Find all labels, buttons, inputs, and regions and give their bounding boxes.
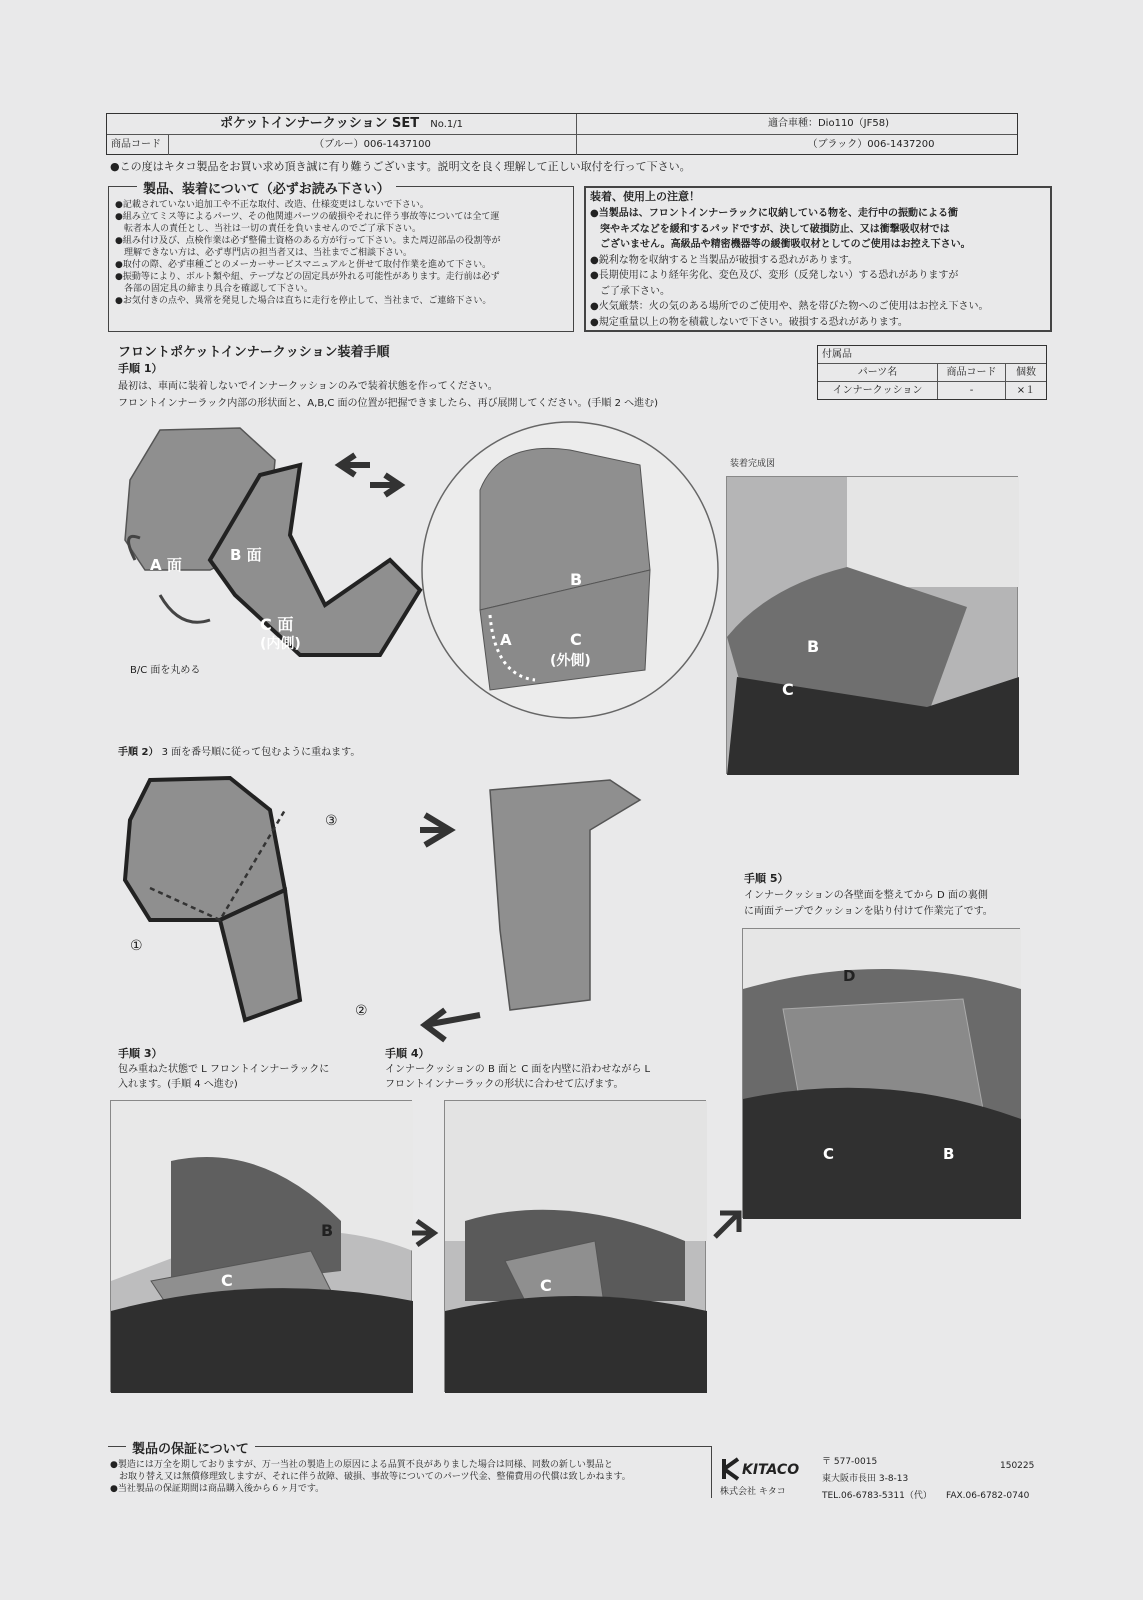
photo-label-c: C (782, 680, 794, 699)
list-item: ●取付の際、必ず車種ごとのメーカーサービスマニュアルと併せて取付作業を進めて下さい。 (115, 260, 492, 270)
cell-quantity: ×１ (1016, 385, 1036, 396)
notice-left-list (115, 199, 501, 307)
list-item: ●当製品は、フロントインナーラックに収納している物を、走行中の振動による衝 (590, 208, 959, 219)
list-item: ●鋭利な物を収納すると当製品が破損する恐れがあります。 (590, 254, 858, 266)
list-item: ご了承下さい。 (590, 285, 670, 297)
list-item: 突やキズなどを緩和するパッドですが、決して破損防止、又は衝撃吸収材では (590, 223, 950, 235)
list-item: ●記載されていない追加工や不正な取付、改造、仕様変更はしないで下さい。 (115, 200, 429, 210)
black-code: （ブラック）006-1437200 (807, 139, 935, 150)
col-part-name: パーツ名 (818, 364, 938, 381)
list-item: 理解できない方は、必ず専門店の担当者又は、当社までご相談下さい。 (115, 248, 413, 258)
step4-line-1: インナークッションの B 面と C 面を内壁に沿わせながら L (385, 1064, 651, 1075)
page-number: No.1/1 (430, 119, 463, 130)
step3-line-1: 包み重ねた状態で L フロントインナーラックに (118, 1064, 330, 1075)
list-item: ●組み立てミス等によるパーツ、その他関連パーツの破損やそれに伴う事故等については全て運 (115, 212, 500, 222)
warranty-list (110, 1459, 631, 1495)
label-c-inner: (内側) (260, 636, 301, 652)
arrow-up-right-icon (712, 1210, 742, 1240)
step4-line-2: フロントインナーラックの形状に合わせて広げます。 (385, 1079, 624, 1090)
step2-text: 3 面を番号順に従って包むように重ねます。 (161, 747, 361, 758)
cell-product-code: - (938, 382, 1006, 399)
arrow-right-icon (412, 1218, 442, 1248)
procedure-title: フロントポケットインナークッション装着手順 (118, 345, 390, 360)
code-label: 商品コード (107, 135, 169, 155)
photo5-label-b: B (943, 1145, 955, 1163)
list-item: ●お気付きの点や、異常を発見した場合は直ちに走行を停止して、当社まで、ご連絡下さい。 (115, 296, 492, 306)
compat-label: 適合車種：Dio110（JF58) (767, 118, 889, 129)
accessories-title: 付属品 (822, 349, 852, 360)
list-item: ●製造には万全を期しておりますが、万一当社の製造上の原因による品質不良がありました場合は同様、同数の新しい製品と (110, 1460, 613, 1470)
step3-line-2: 入れます。(手順 4 へ進む) (118, 1079, 238, 1090)
list-item: ●組み付け及び、点検作業は必ず整備士資格のある方が行って下さい。また周辺部品の役割等が (115, 236, 501, 246)
list-item: ●火気厳禁：火の気のある場所でのご使用や、熱を帯びた物へのご使用はお控え下さい。 (590, 301, 989, 312)
photo5-label-c: C (823, 1145, 835, 1163)
double-arrow-icon (335, 450, 405, 500)
arrow-left-icon (420, 1005, 490, 1045)
logo-text: KITACO (742, 1462, 800, 1478)
header-row-2 (107, 135, 1017, 155)
list-item: ●当社製品の保証期間は商品購入後から６ヶ月です。 (110, 1484, 325, 1494)
cell-part-name: インナークッション (818, 382, 938, 399)
accessories-header-row (818, 363, 1046, 381)
step1-line-2: フロントインナーラック内部の形状面と、A,B,C 面の位置が把握できましたら、再び展開してください。(手順 2 へ進む) (118, 398, 659, 409)
accessories-table (817, 345, 1047, 400)
company-logo (720, 1456, 815, 1504)
col-product-code: 商品コード (938, 364, 1006, 381)
photo5-label-d: D (843, 967, 856, 985)
step-num-3: ③ (325, 813, 338, 829)
step2-wrapped-diagram (480, 770, 650, 1030)
list-item: ●長期使用により経年劣化、変色及び、変形（反発しない）する恐れがありますが (590, 270, 959, 281)
notice-left-box (108, 182, 574, 332)
title-cell (107, 114, 577, 134)
label-c-face: C 面 (260, 615, 294, 634)
fax: FAX.06-6782-0740 (946, 1491, 1030, 1501)
photo3-label-b: B (321, 1221, 334, 1240)
list-item: 転者本人の責任とし、当社は一切の責任を負いませんのでご了承下さい。 (115, 224, 422, 234)
step5-title: 手順 5） (744, 872, 789, 885)
step3-title: 手順 3） (118, 1047, 163, 1060)
label-a: A (500, 631, 512, 649)
step2-diagram (110, 770, 370, 1030)
step1-caption: B/C 面を丸める (130, 665, 201, 676)
step5-line-2: に両面テープでクッションを貼り付けて作業完了です。 (744, 906, 993, 917)
photo4-label-c: C (540, 1276, 552, 1295)
product-title: ポケットインナークッション SET (220, 116, 420, 131)
step-num-1: ① (130, 938, 143, 954)
step3-photo (110, 1100, 412, 1392)
warranty-box (108, 1442, 712, 1498)
notice-left-title: 製品、装着について（必ずお読み下さい） (137, 178, 396, 197)
step2-text-row (118, 746, 360, 759)
compat-cell (577, 114, 1019, 134)
company-name: 株式会社 キタコ (720, 1487, 786, 1497)
col-quantity: 個数 (1016, 367, 1036, 378)
photo-label-b: B (807, 637, 820, 656)
list-item: 各部の固定具の締まり具合を確認して下さい。 (115, 284, 314, 294)
intro-text: ●この度はキタコ製品をお買い求め頂き誠に有り難うございます。説明文を良く理解して正しい取付を行って下さい。 (110, 160, 691, 173)
step5-line-1: インナークッションの各壁面を整えてから D 面の裏側 (744, 890, 988, 901)
step4-photo (444, 1100, 706, 1392)
fold-arrow-bc (160, 595, 210, 622)
table-row (818, 381, 1046, 399)
step1-line-1: 最初は、車両に装着しないでインナークッションのみで装着状態を作ってください。 (118, 381, 498, 392)
completed-label: 装着完成図 (730, 459, 776, 469)
step1-title: 手順 1） (118, 362, 163, 375)
notice-right-title: 装着、使用上の注意！ (590, 190, 700, 203)
address: 東大阪市長田 3-8-13 (822, 1474, 909, 1484)
warranty-title: 製品の保証について (126, 1438, 255, 1457)
telephone: TEL.06-6783-5311（代） (822, 1491, 932, 1501)
list-item: ございません。高級品や精密機器等の緩衝吸収材としてのご使用はお控え下さい。 (590, 239, 971, 250)
step5-photo (742, 928, 1020, 1218)
step4-title: 手順 4） (385, 1047, 430, 1060)
notice-right-box (584, 186, 1052, 332)
list-item: ●振動等により、ボルト類や紐、テープなどの固定具が外れる可能性があります。走行前は必ず (115, 272, 500, 282)
folded-view-diagram (420, 420, 720, 720)
postal-code: 〒 577-0015 (822, 1457, 878, 1467)
label-a-face: A 面 (150, 556, 182, 574)
label-c-outer: (外側) (550, 653, 591, 669)
label-b: B (570, 570, 583, 589)
step2-title: 手順 2） (118, 747, 159, 758)
label-c: C (570, 630, 582, 649)
kitaco-logo-icon (720, 1456, 742, 1482)
list-item: ●規定重量以上の物を積載しないで下さい。破損する恐れがあります。 (590, 316, 908, 328)
blue-code: （ブルー）006-1437100 (169, 135, 577, 155)
label-b-face: B 面 (230, 546, 262, 564)
completed-photo (726, 476, 1018, 774)
doc-number: 150225 (1000, 1461, 1035, 1471)
arrow-right-icon (420, 810, 460, 850)
step-num-2: ② (355, 1003, 368, 1019)
notice-right-list (590, 206, 989, 330)
list-item: お取り替え又は無償修理致しますが、それに伴う故障、破損、事故等についてのパーツ代金、整備費用の代償は致しかねます。 (110, 1472, 631, 1482)
header-table (106, 113, 1018, 155)
header-row-1 (107, 114, 1017, 135)
photo3-label-c: C (221, 1271, 233, 1290)
